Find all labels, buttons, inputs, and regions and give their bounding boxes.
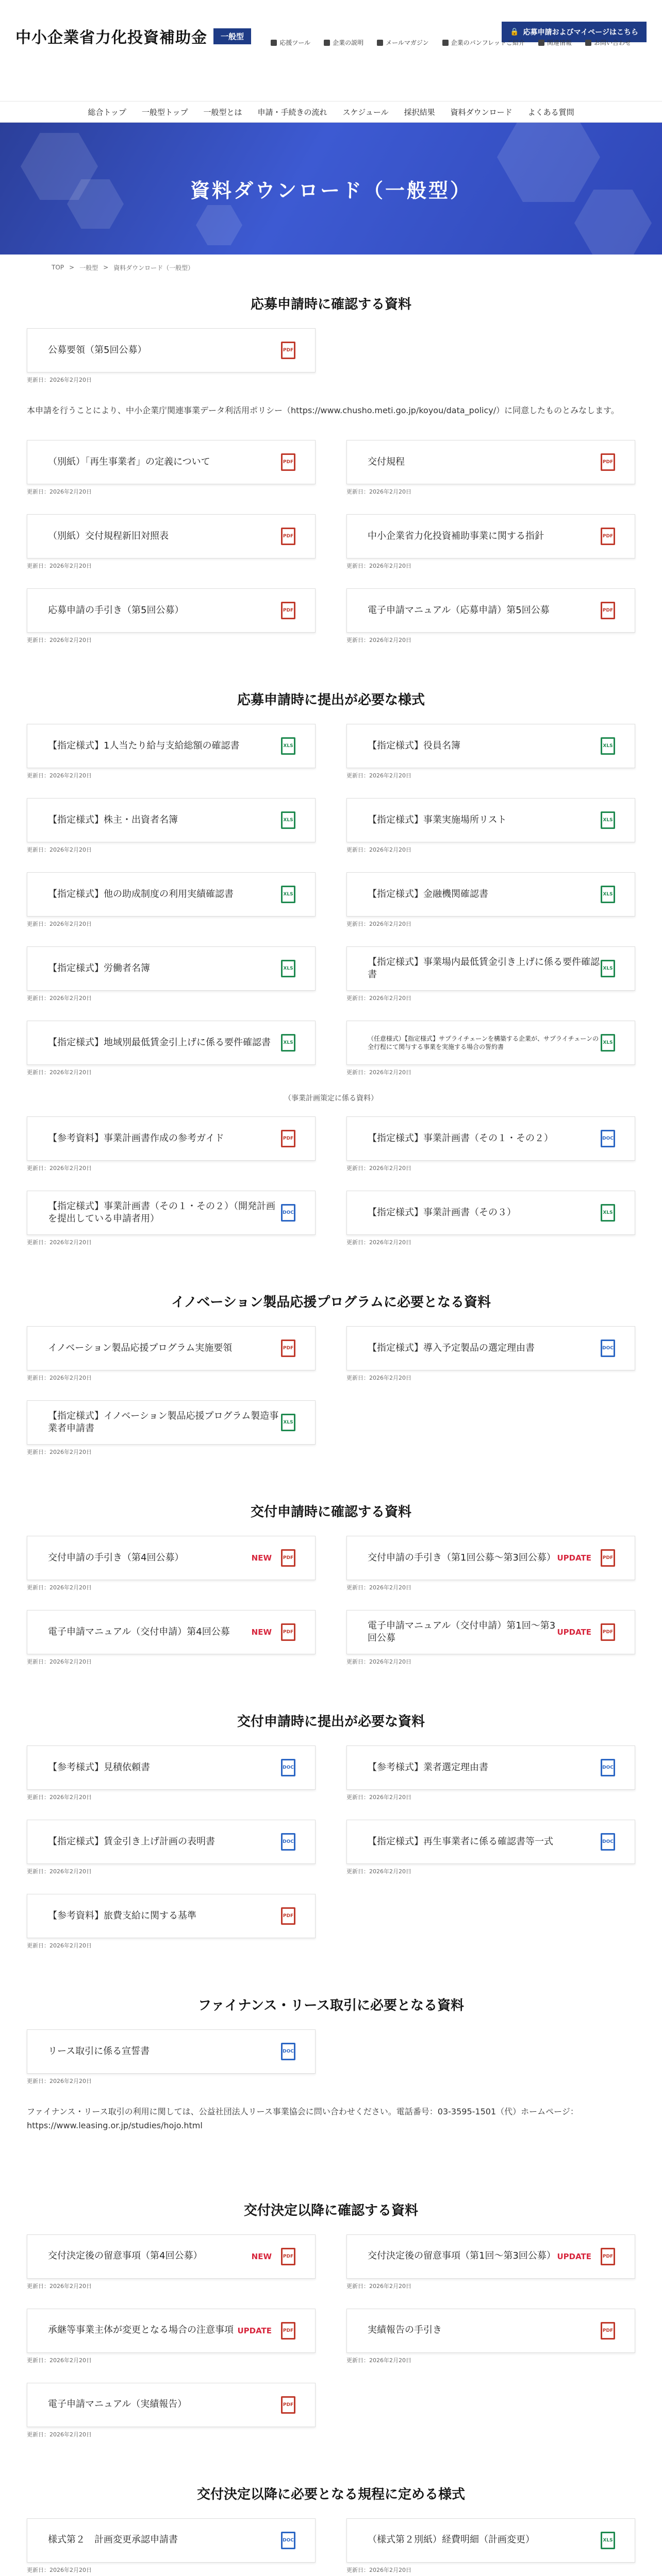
download-card: [346, 1191, 635, 1247]
pdf-file-icon: PDF: [601, 1623, 615, 1641]
pdf-file-icon: PDF: [281, 453, 295, 471]
card-label: 電子申請マニュアル（交付申請）第1回〜第3回公募: [368, 1620, 556, 1644]
download-card: [346, 946, 635, 1003]
update-date: 更新日：2026年2月20日: [27, 488, 92, 496]
download-card: [346, 798, 635, 855]
download-card: [346, 440, 635, 497]
gnav-item-6[interactable]: 資料ダウンロード: [450, 107, 512, 117]
main-content: [27, 280, 635, 2576]
update-date: 更新日：2026年2月20日: [27, 921, 92, 928]
download-link[interactable]: [27, 1326, 316, 1370]
update-date: 更新日：2026年2月20日: [27, 563, 92, 570]
section-spacer: [27, 645, 635, 676]
doc-file-icon: DOC: [281, 1833, 295, 1851]
breadcrumb-separator: >: [103, 264, 109, 271]
download-link[interactable]: [346, 514, 635, 558]
update-date: 更新日：2026年2月20日: [27, 1165, 92, 1172]
card-label: 交付決定後の留意事項（第4回公募）: [48, 2250, 203, 2262]
section-spacer: [27, 1457, 635, 1488]
card-label: 【指定様式】賃金引き上げ計画の表明書: [48, 1836, 215, 1848]
section-note: 本申請を行うことにより、中小企業庁関連事業データ利活用ポリシー（https://www.chusho.meti.go.jp/koyou/data_policy/）に同意したものとみなします。: [27, 405, 619, 415]
section-title: ファイナンス・リース取引に必要となる資料: [197, 1998, 465, 2014]
download-card: [27, 1820, 316, 1876]
download-section: [27, 2470, 635, 2576]
card-grid: [27, 440, 635, 645]
download-link[interactable]: [27, 588, 316, 633]
download-section: [27, 676, 635, 1278]
utility-link-1[interactable]: 企業の説明: [324, 38, 363, 47]
download-link[interactable]: [346, 798, 635, 842]
utility-link-3[interactable]: 企業のパンフレットご紹介: [442, 38, 525, 47]
download-link[interactable]: [27, 328, 316, 372]
download-card: [27, 440, 316, 497]
card-label: 交付規程: [368, 456, 405, 468]
card-label: 電子申請マニュアル（交付申請）第4回公募: [48, 1626, 230, 1638]
pdf-file-icon: PDF: [601, 2248, 615, 2265]
gnav-item-0[interactable]: 総合トップ: [88, 107, 126, 117]
status-badge: UPDATE: [557, 1628, 591, 1637]
doc-file-icon: DOC: [601, 1130, 615, 1147]
update-date: 更新日：2026年2月20日: [346, 995, 411, 1002]
download-link[interactable]: [27, 1820, 316, 1864]
download-link[interactable]: [27, 440, 316, 484]
update-date: 更新日：2026年2月20日: [346, 1868, 411, 1875]
card-label: 【指定様式】事業実施場所リスト: [368, 815, 507, 826]
download-card: [346, 1745, 635, 1802]
section-title: 応募申請時に提出が必要な様式: [237, 692, 425, 708]
status-badge: NEW: [251, 1628, 272, 1637]
pdf-file-icon: PDF: [281, 342, 295, 359]
doc-file-icon: DOC: [601, 1759, 615, 1776]
download-link[interactable]: [27, 724, 316, 768]
doc-file-icon: DOC: [601, 1340, 615, 1357]
update-date: 更新日：2026年2月20日: [27, 1069, 92, 1076]
site-header: [0, 0, 662, 49]
xls-file-icon: XLS: [601, 886, 615, 903]
download-link[interactable]: [346, 2309, 635, 2353]
section-spacer: [27, 1667, 635, 1698]
pdf-file-icon: PDF: [601, 602, 615, 619]
card-label: 【指定様式】再生事業者に係る確認書等一式: [368, 1836, 553, 1848]
utility-link-0[interactable]: 応援ツール: [271, 38, 310, 47]
update-date: 更新日：2026年2月20日: [346, 2357, 411, 2364]
download-link[interactable]: [27, 1610, 316, 1654]
download-card: [27, 1894, 316, 1951]
gnav-item-7[interactable]: よくある質問: [527, 107, 574, 117]
download-card: [346, 1610, 635, 1667]
update-date: 更新日：2026年2月20日: [27, 1375, 92, 1382]
cta-label: 応募申請およびマイページはこちら: [523, 28, 638, 37]
download-link[interactable]: [27, 2029, 316, 2074]
update-date: 更新日：2026年2月20日: [346, 1239, 411, 1246]
pdf-file-icon: PDF: [281, 602, 295, 619]
pdf-file-icon: PDF: [281, 2396, 295, 2414]
download-link[interactable]: [27, 1021, 316, 1065]
xls-file-icon: XLS: [601, 1034, 615, 1052]
utility-icon: [538, 40, 544, 46]
download-link[interactable]: [346, 724, 635, 768]
section-title: 交付決定以降に必要となる規程に定める様式: [196, 2486, 465, 2502]
card-label: 実績報告の手引き: [368, 2325, 442, 2336]
download-link[interactable]: [27, 2234, 316, 2279]
update-date: 更新日：2026年2月20日: [27, 1942, 92, 1950]
site-logo[interactable]: [15, 25, 251, 47]
update-date: 更新日：2026年2月20日: [27, 377, 92, 383]
download-card: [346, 2309, 635, 2365]
download-link[interactable]: [346, 1820, 635, 1864]
update-date: 更新日：2026年2月20日: [27, 1868, 92, 1875]
section-spacer: [27, 2439, 635, 2470]
xls-file-icon: XLS: [601, 960, 615, 977]
card-label: 交付決定後の留意事項（第1回〜第3回公募）: [368, 2250, 556, 2262]
update-date: 更新日：2026年2月20日: [346, 1165, 411, 1172]
pdf-file-icon: PDF: [281, 2248, 295, 2265]
download-section: [27, 1278, 635, 1488]
card-grid: [27, 1745, 635, 1951]
update-date: 更新日：2026年2月20日: [27, 2078, 92, 2085]
update-date: 更新日：2026年2月20日: [27, 772, 92, 779]
gnav-item-2[interactable]: 一般型とは: [203, 107, 242, 117]
card-label: 承継等事業主体が変更となる場合の注意事項: [48, 2325, 234, 2336]
download-section: [27, 1488, 635, 1698]
download-card: [27, 798, 316, 855]
download-card: [27, 724, 316, 781]
utility-icon: [271, 40, 277, 46]
utility-icon: [585, 40, 591, 46]
xls-file-icon: XLS: [601, 737, 615, 755]
hero-banner: [0, 123, 662, 255]
update-date: 更新日：2026年2月20日: [346, 921, 411, 928]
pdf-file-icon: PDF: [281, 1907, 295, 1925]
gnav-item-1[interactable]: 一般型トップ: [141, 107, 188, 117]
pdf-file-icon: PDF: [281, 1549, 295, 1567]
xls-file-icon: XLS: [281, 737, 295, 755]
download-card: [27, 2029, 316, 2086]
card-label: リース取引に係る宣誓書: [48, 2046, 150, 2057]
pdf-file-icon: PDF: [601, 2322, 615, 2340]
download-link[interactable]: [346, 1191, 635, 1235]
card-grid: [27, 2029, 635, 2086]
section-spacer: [27, 2156, 635, 2187]
doc-file-icon: DOC: [281, 2532, 295, 2549]
update-date: 更新日：2026年2月20日: [27, 2431, 92, 2438]
card-label: 交付申請の手引き（第1回公募〜第3回公募）: [368, 1552, 556, 1564]
card-grid: [27, 1116, 635, 1247]
section-title: 応募申請時に確認する資料: [250, 297, 411, 312]
section-title: 交付決定以降に確認する資料: [243, 2202, 418, 2218]
breadcrumb-item: 資料ダウンロード（一般型）: [113, 264, 194, 272]
update-date: 更新日：2026年2月20日: [27, 1239, 92, 1246]
card-label: （別紙）交付規程新旧対照表: [48, 531, 169, 542]
update-date: 更新日：2026年2月20日: [346, 637, 411, 644]
download-link[interactable]: [27, 1116, 316, 1161]
gnav-item-5[interactable]: 採択結果: [404, 107, 435, 117]
download-link[interactable]: [346, 1745, 635, 1790]
xls-file-icon: XLS: [601, 2532, 615, 2549]
download-link[interactable]: [27, 1894, 316, 1938]
download-card: [27, 2309, 316, 2365]
update-date: 更新日：2026年2月20日: [27, 1584, 92, 1591]
utility-link-2[interactable]: メールマガジン: [377, 38, 428, 47]
utility-icon: [377, 40, 383, 46]
card-grid: [27, 2234, 635, 2439]
update-date: 更新日：2026年2月20日: [27, 995, 92, 1002]
pdf-file-icon: PDF: [281, 2322, 295, 2340]
logo-title: 中小企業省力化投資補助金: [15, 29, 207, 47]
section-title: 交付申請時に提出が必要な資料: [237, 1714, 425, 1730]
download-card: [27, 1021, 316, 1077]
utility-link-5[interactable]: お問い合わせ: [585, 38, 631, 47]
download-card: [346, 1021, 635, 1077]
download-link[interactable]: [346, 2234, 635, 2279]
card-label: 【指定様式】役員名簿: [368, 740, 460, 752]
update-date: 更新日：2026年2月20日: [27, 1658, 92, 1666]
section-note: ファイナンス・リース取引の利用に関しては、公益社団法人リース事業協会に問い合わせください。電話番号：03-3595-1501（代）ホームページ：https://www.leasing.or.jp/studies/hojo.html: [27, 2107, 578, 2131]
update-date: 更新日：2026年2月20日: [346, 1658, 411, 1666]
download-link[interactable]: [27, 1745, 316, 1790]
pdf-file-icon: PDF: [601, 1549, 615, 1567]
download-link[interactable]: [27, 946, 316, 991]
card-grid: [27, 1326, 635, 1457]
download-card: [27, 1326, 316, 1383]
status-badge: UPDATE: [237, 2326, 272, 2335]
download-card: [27, 1610, 316, 1667]
gnav-item-3[interactable]: 申請・手続きの流れ: [257, 107, 327, 117]
xls-file-icon: XLS: [601, 1204, 615, 1222]
download-link[interactable]: [27, 1191, 316, 1235]
card-label: 【参考資料】旅費支給に関する基準: [48, 1910, 196, 1922]
download-card: [27, 1116, 316, 1173]
download-section: [27, 2187, 635, 2470]
card-label: 【指定様式】事業場内最低賃金引き上げに係る要件確認書: [368, 956, 600, 980]
xls-file-icon: XLS: [281, 886, 295, 903]
download-link[interactable]: [346, 1021, 635, 1065]
breadcrumb: [0, 255, 662, 280]
card-grid: [27, 328, 635, 385]
update-date: 更新日：2026年2月20日: [346, 1375, 411, 1382]
download-section: [27, 1698, 635, 1981]
update-date: 更新日：2026年2月20日: [27, 2282, 92, 2290]
download-card: [27, 2383, 316, 2439]
card-label: （様式第２別紙）経費明細（計画変更）: [368, 2534, 535, 2546]
update-date: 更新日：2026年2月20日: [346, 2282, 411, 2290]
pdf-file-icon: PDF: [281, 1340, 295, 1357]
card-label: 【指定様式】導入予定製品の選定理由書: [368, 1343, 535, 1354]
card-label: 【指定様式】金融機関確認書: [368, 889, 488, 900]
pdf-file-icon: PDF: [601, 528, 615, 545]
download-section: [27, 280, 635, 676]
card-grid: [27, 2518, 635, 2576]
download-card: [346, 588, 635, 645]
utility-link-4[interactable]: 関連情報: [538, 38, 572, 47]
update-date: 更新日：2026年2月20日: [346, 1794, 411, 1801]
doc-file-icon: DOC: [281, 2043, 295, 2060]
card-label: 交付申請の手引き（第4回公募）: [48, 1552, 184, 1564]
pdf-file-icon: PDF: [281, 1130, 295, 1147]
card-label: 【参考様式】見積依頼書: [48, 1762, 150, 1773]
card-grid: [27, 1536, 635, 1667]
pdf-file-icon: PDF: [281, 1623, 295, 1641]
download-card: [346, 2234, 635, 2291]
download-card: [27, 1745, 316, 1802]
utility-nav: [271, 38, 631, 47]
breadcrumb-item[interactable]: 一般型: [79, 264, 98, 272]
update-date: 更新日：2026年2月20日: [346, 563, 411, 570]
card-label: 【参考様式】業者選定理由書: [368, 1762, 488, 1773]
update-date: 更新日：2026年2月20日: [27, 846, 92, 854]
update-date: 更新日：2026年2月20日: [27, 2357, 92, 2364]
download-card: [27, 2234, 316, 2291]
download-link[interactable]: [346, 588, 635, 633]
update-date: 更新日：2026年2月20日: [346, 846, 411, 854]
xls-file-icon: XLS: [601, 811, 615, 829]
section-spacer: [27, 1951, 635, 1981]
utility-icon: [324, 40, 330, 46]
update-date: 更新日：2026年2月20日: [27, 637, 92, 644]
update-date: 更新日：2026年2月20日: [27, 1449, 92, 1456]
download-card: [27, 946, 316, 1003]
page-title: 資料ダウンロード（一般型）: [190, 179, 472, 202]
card-label: 【指定様式】他の助成制度の利用実績確認書: [48, 889, 234, 900]
section-title: イノベーション製品応援プログラムに必要となる資料: [171, 1295, 491, 1311]
download-card: [27, 588, 316, 645]
download-link[interactable]: [346, 1326, 635, 1370]
download-link[interactable]: [27, 2383, 316, 2427]
download-link[interactable]: [346, 2518, 635, 2563]
download-card: [27, 1536, 316, 1592]
card-label: 【指定様式】事業計画書（その１・その２）（開発計画を提出している申請者用）: [48, 1200, 275, 1225]
update-date: 更新日：2026年2月20日: [346, 1584, 411, 1591]
xls-file-icon: XLS: [281, 1414, 295, 1431]
update-date: 更新日：2026年2月20日: [27, 2566, 92, 2573]
update-date: 更新日：2026年2月20日: [346, 772, 411, 779]
card-label: 電子申請マニュアル（応募申請）第5回公募: [368, 605, 550, 616]
update-date: 更新日：2026年2月20日: [346, 1069, 411, 1076]
download-link[interactable]: [27, 2518, 316, 2563]
download-card: [346, 1536, 635, 1592]
xls-file-icon: XLS: [281, 960, 295, 977]
download-link[interactable]: [27, 1536, 316, 1580]
download-card: [346, 1116, 635, 1173]
download-card: [346, 514, 635, 571]
card-label: 【指定様式】事業計画書（その３）: [368, 1207, 516, 1218]
card-label: 【指定様式】株主・出資者名簿: [48, 815, 178, 826]
status-badge: NEW: [251, 2251, 272, 2261]
status-badge: UPDATE: [557, 1553, 591, 1563]
download-link[interactable]: [27, 798, 316, 842]
download-card: [27, 1400, 316, 1457]
update-date: 更新日：2026年2月20日: [346, 488, 411, 496]
card-label: イノベーション製品応援プログラム実施要領: [48, 1343, 233, 1354]
card-label: 様式第２ 計画変更承認申請書: [48, 2534, 178, 2546]
download-link[interactable]: [346, 946, 635, 991]
card-label: （任意様式）【指定様式】サプライチェーンを構築する企業が、サプライチェーンの全行程にて関与する事業を実施する場合の誓約書: [368, 1035, 599, 1051]
download-link[interactable]: [346, 440, 635, 484]
card-label: 【指定様式】地域別最低賃金引上げに係る要件確認書: [48, 1037, 271, 1048]
status-badge: UPDATE: [557, 2251, 591, 2261]
pdf-file-icon: PDF: [281, 528, 295, 545]
doc-file-icon: DOC: [281, 1759, 295, 1776]
download-link[interactable]: [346, 1536, 635, 1580]
gnav-item-4[interactable]: スケジュール: [342, 107, 389, 117]
download-link[interactable]: [27, 1400, 316, 1445]
doc-file-icon: DOC: [281, 1204, 295, 1222]
lock-icon: 🔒: [510, 28, 519, 36]
global-nav: [0, 101, 662, 123]
card-label: 【指定様式】イノベーション製品応援プログラム製造事業者申請書: [48, 1410, 279, 1434]
card-label: 公募要領（第5回公募）: [48, 344, 147, 355]
section-spacer: [27, 1247, 635, 1278]
download-card: [27, 328, 316, 385]
card-label: （別紙）「再生事業者」の定義について: [48, 456, 210, 468]
download-card: [27, 1191, 316, 1247]
card-label: 中小企業省力化投資補助事業に関する指針: [368, 531, 544, 542]
download-link[interactable]: [346, 1610, 635, 1654]
download-card: [346, 872, 635, 929]
download-card: [346, 724, 635, 781]
card-label: 電子申請マニュアル（実績報告）: [48, 2399, 187, 2410]
utility-icon: [442, 40, 449, 46]
card-label: 【指定様式】労働者名簿: [48, 963, 150, 974]
download-link[interactable]: [27, 872, 316, 917]
pdf-file-icon: PDF: [601, 453, 615, 471]
logo-badge: 一般型: [213, 28, 251, 44]
download-card: [346, 1820, 635, 1876]
download-card: [346, 2518, 635, 2575]
download-card: [27, 872, 316, 929]
card-label: 【指定様式】事業計画書（その１・その２）: [368, 1133, 553, 1144]
xls-file-icon: XLS: [281, 1034, 295, 1052]
update-date: 更新日：2026年2月20日: [346, 2566, 411, 2573]
breadcrumb-item[interactable]: TOP: [52, 264, 64, 271]
download-link[interactable]: [346, 872, 635, 917]
download-link[interactable]: [27, 2309, 316, 2353]
download-section: [27, 1981, 635, 2186]
download-card: [346, 1326, 635, 1383]
breadcrumb-separator: >: [69, 264, 75, 271]
card-label: 【参考資料】事業計画書作成の参考ガイド: [48, 1133, 224, 1144]
download-card: [27, 514, 316, 571]
card-grid: [27, 724, 635, 1077]
xls-file-icon: XLS: [281, 811, 295, 829]
status-badge: NEW: [251, 1553, 272, 1563]
card-label: 応募申請の手引き（第5回公募）: [48, 605, 184, 616]
card-label: 【指定様式】1人当たり給与支給総額の確認書: [48, 740, 240, 752]
section-subnote: （事業計画策定に係る資料）: [284, 1094, 378, 1103]
section-title: 交付申請時に確認する資料: [250, 1504, 411, 1520]
download-link[interactable]: [346, 1116, 635, 1161]
update-date: 更新日：2026年2月20日: [27, 1794, 92, 1801]
download-link[interactable]: [27, 514, 316, 558]
download-card: [27, 2518, 316, 2575]
doc-file-icon: DOC: [601, 1833, 615, 1851]
